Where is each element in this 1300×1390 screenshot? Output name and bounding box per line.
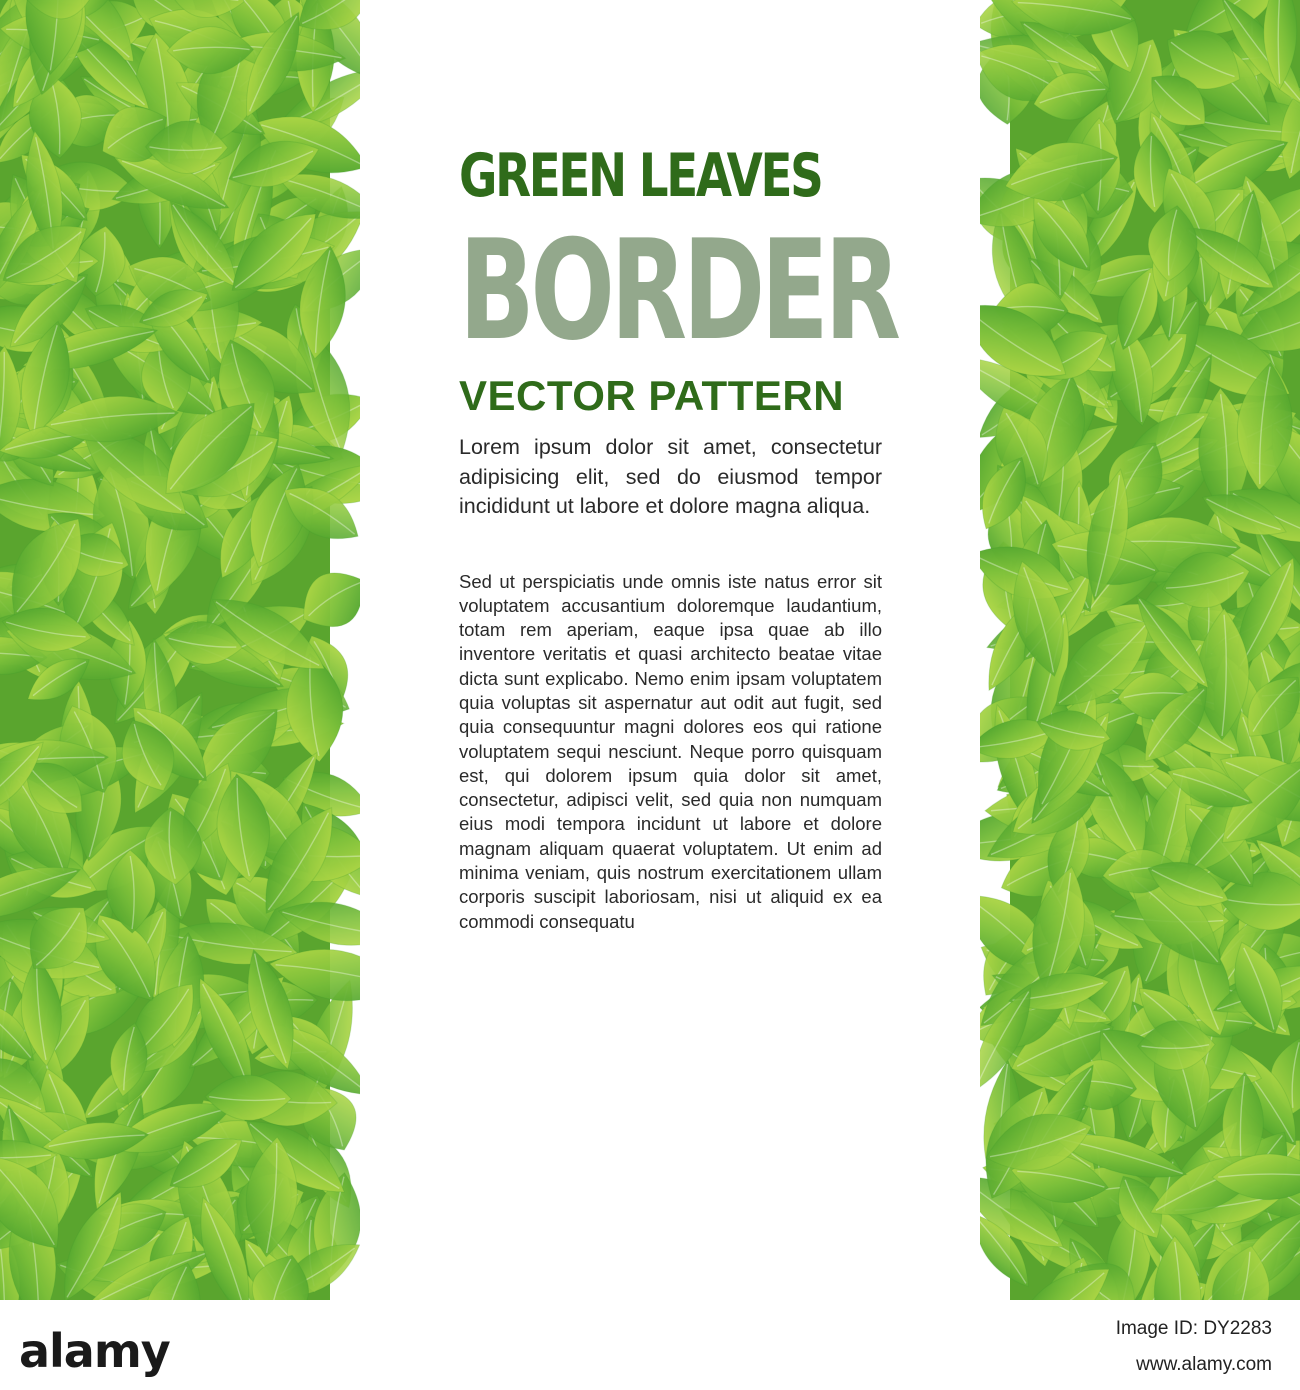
poster-text-block — [459, 135, 897, 934]
lead-paragraph: Lorem ipsum dolor sit amet, consectetur adipisicing elit, sed do eiusmod tempor incididunt ut labore et dolore magna aliqua. — [459, 435, 882, 518]
body-paragraph: Sed ut perspiciatis unde omnis iste natus error sit voluptatem accusantium doloremque laudantium, totam rem aperiam, eaque ipsa quae ab illo inventore veritatis et quasi architecto beatae vitae dicta sunt explicabo. Nemo enim ipsam voluptatem quia voluptas sit aspernatur aut odit aut fugit, sed quia consequuntur magni dolores eos qui ratione voluptatem sequi nesciunt. Neque porro quisquam est, qui dolorem ipsum quia dolor sit amet, consectetur, adipisci velit, sed quia non numquam eius modi tempora incidunt ut labore et dolore magnam aliquam quaerat voluptatem. Ut enim ad minima veniam, quis nostrum exercitationem ullam corporis suscipit laboriosam, nisi ut aliquid ex ea commodi consequatu — [459, 570, 882, 932]
stock-footer — [0, 1300, 1300, 1390]
image-id-label: Image ID: DY2283 — [1115, 1318, 1272, 1339]
alamy-logo-icon: alamy — [19, 1324, 170, 1378]
leaf-cluster-left — [0, 0, 360, 1300]
leaf-border-right-icon — [980, 0, 1300, 1300]
site-url: www.alamy.com — [1136, 1354, 1272, 1375]
headline-border: BORDER — [459, 210, 897, 371]
headline-vector-pattern: VECTOR PATTERN — [459, 372, 845, 419]
leaf-border-left-icon — [0, 0, 360, 1300]
leaf-cluster-right — [980, 0, 1300, 1300]
headline-green-leaves: GREEN LEAVES — [459, 141, 822, 211]
